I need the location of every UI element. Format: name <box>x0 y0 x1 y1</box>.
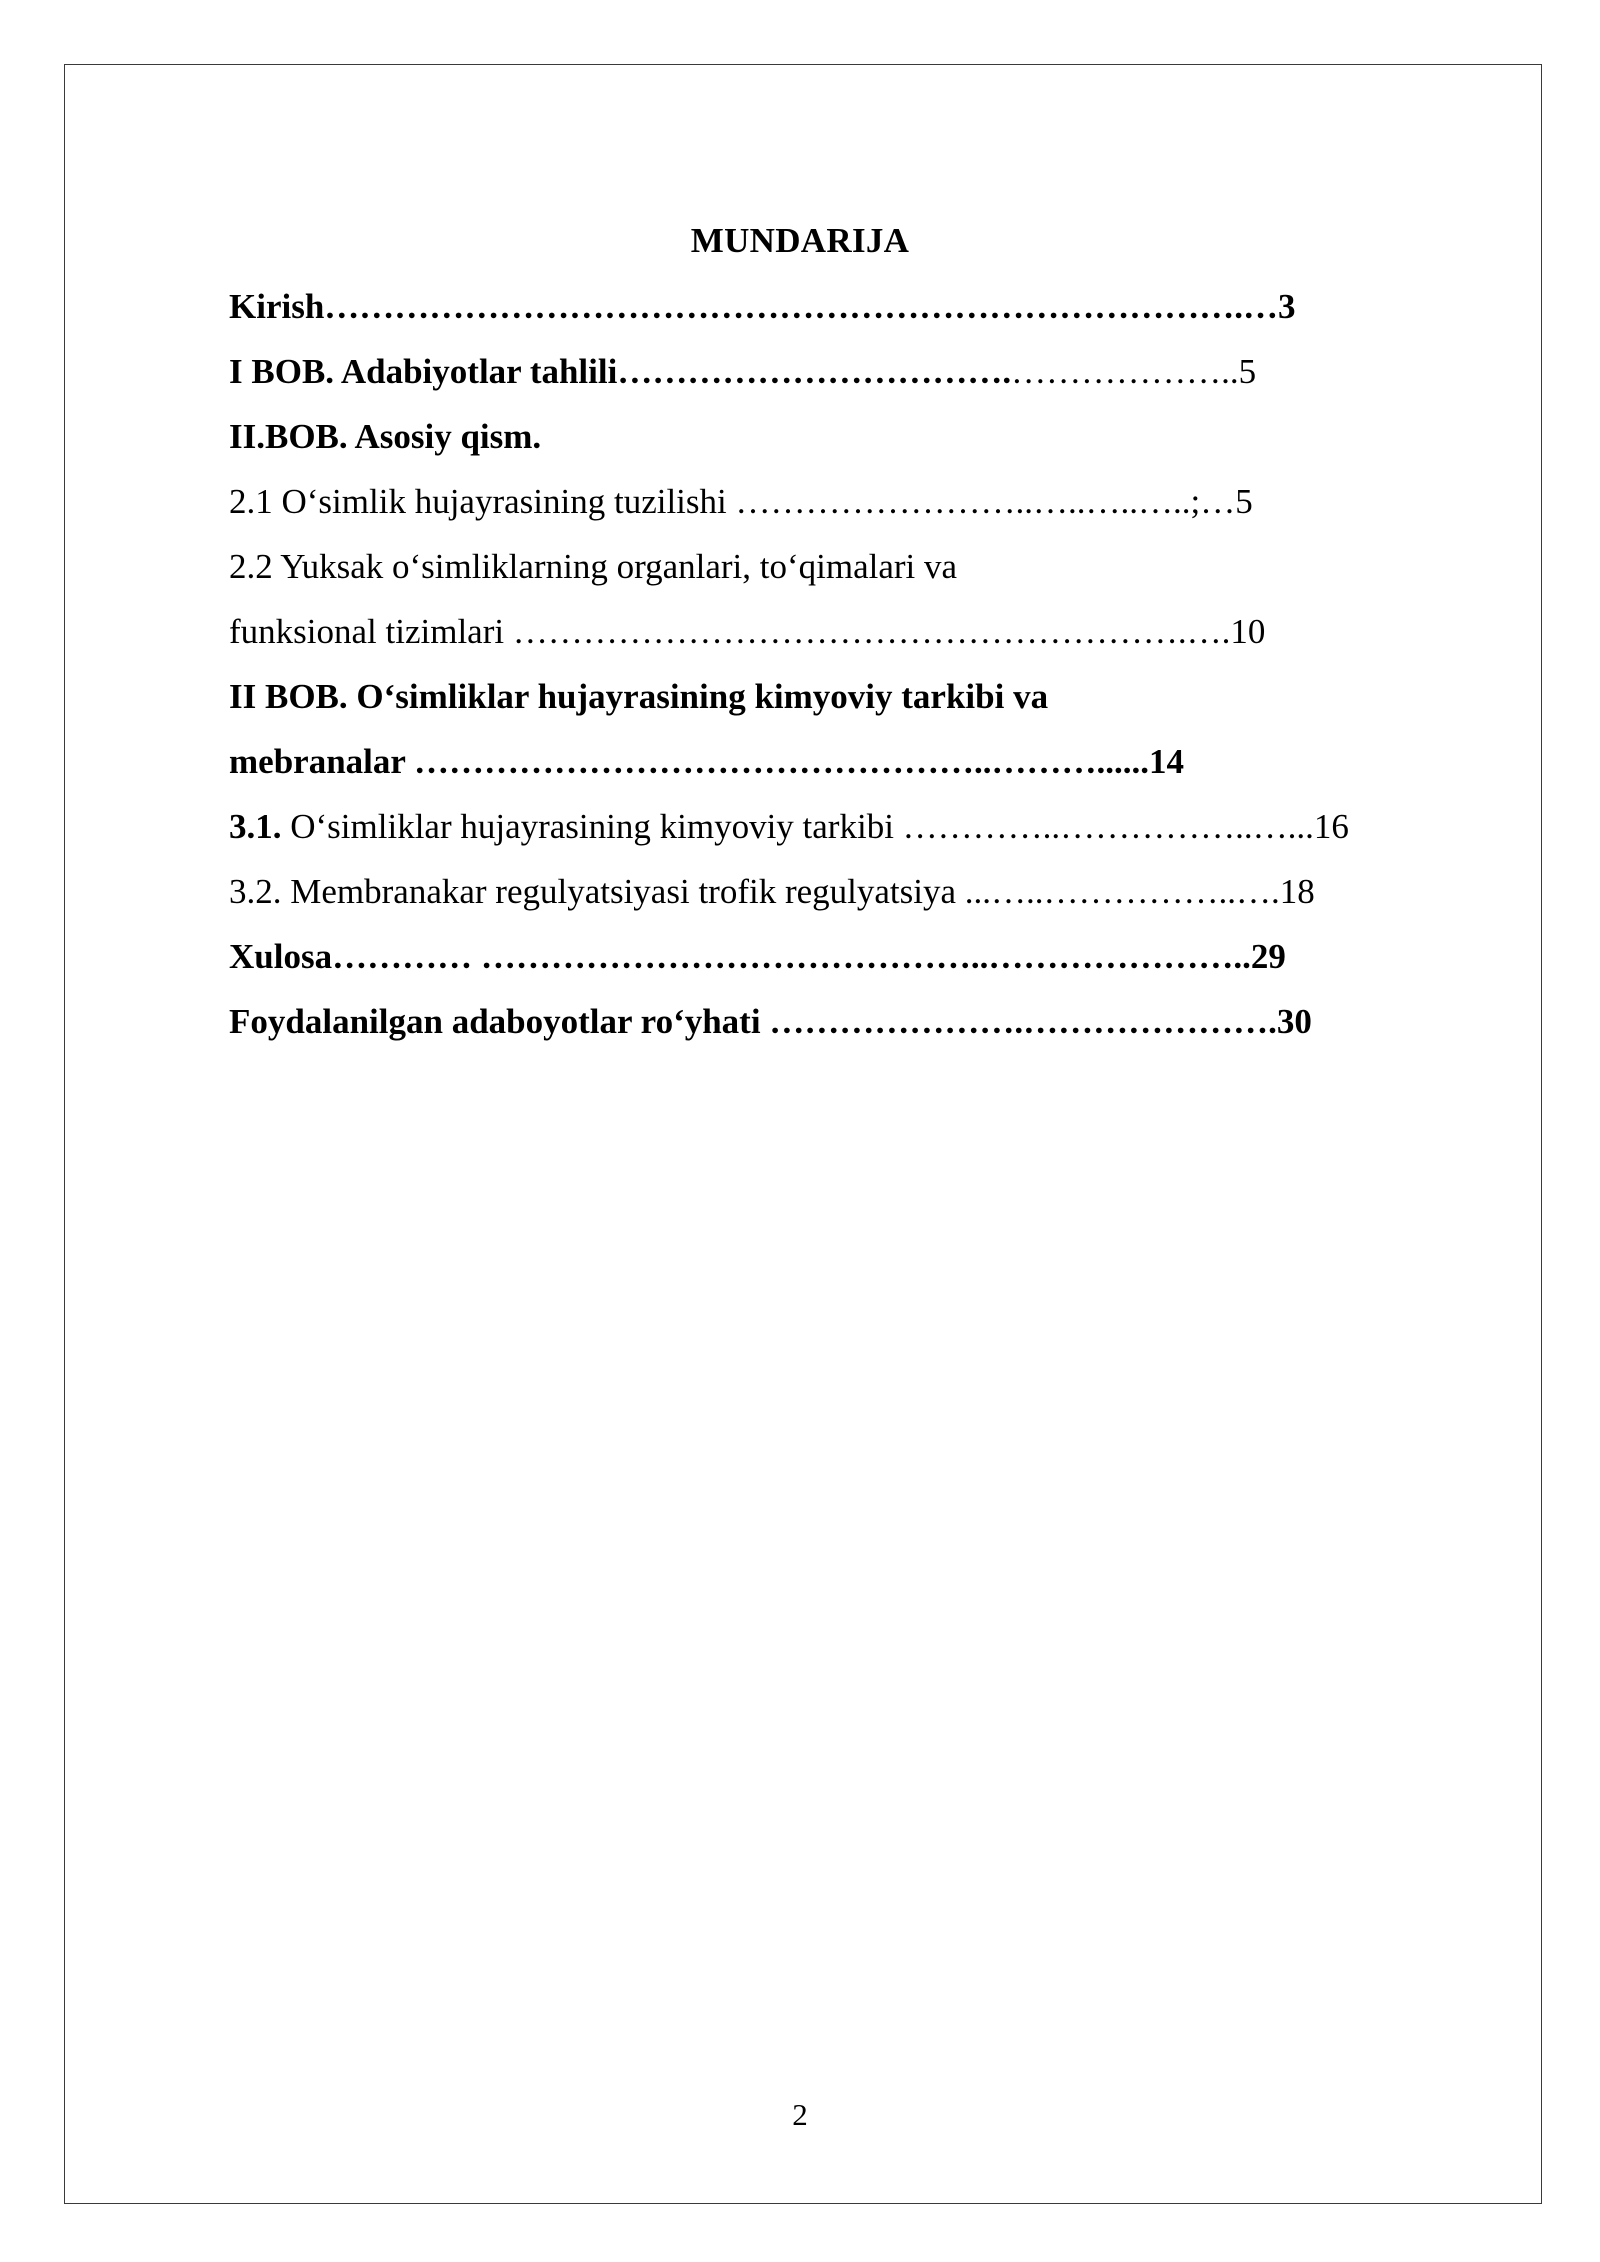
toc-entry-chapter-2: II.BOB. Asosiy qism. <box>229 417 542 456</box>
toc-entry-xulosa: Xulosa………… ……………………………………..…………………..29 <box>229 937 1286 976</box>
toc-entry-chapter-1-title: I BOB. Adabiyotlar tahlili……………………………. <box>229 352 1012 391</box>
toc-entry-chapter-1 <box>229 349 1256 394</box>
toc-entry-3-1 <box>229 804 1349 849</box>
page-number: 2 <box>792 2097 808 2132</box>
toc-entry-3-1-text: O‘simliklar hujayrasining kimyoviy tarkibi …………..……………..…...16 <box>281 807 1349 846</box>
toc-entry-references: Foydalanilgan adaboyotlar ro‘yhati ………………….………………….30 <box>229 1002 1312 1041</box>
toc-entry-3-2: 3.2. Membranakar regulyatsiyasi trofik regulyatsiya ...…..……………..….18 <box>229 872 1315 911</box>
toc-entry-kirish: Kirish…………………………………………………………………….…3 <box>229 287 1296 326</box>
toc-entry-2-2-line2: funksional tizimlari ………………………………………………….….10 <box>229 612 1266 651</box>
toc-entry-2-1: 2.1 O‘simlik hujayrasining tuzilishi ……………………..…..…..…..;…5 <box>229 482 1253 521</box>
toc-entry-chapter-1-leader: ………………..5 <box>1011 352 1257 391</box>
toc-entry-3-1-number: 3.1. <box>229 807 282 846</box>
toc-entry-2-2-line1: 2.2 Yuksak o‘simliklarning organlari, to‘qimalari va <box>229 547 958 586</box>
toc-entry-chapter-3-line2: mebranalar …………………………………………..………......14 <box>229 742 1185 781</box>
toc-entry-chapter-3-line1: II BOB. O‘simliklar hujayrasining kimyoviy tarkibi va <box>229 677 1049 716</box>
page-title: MUNDARIJA <box>690 221 910 260</box>
